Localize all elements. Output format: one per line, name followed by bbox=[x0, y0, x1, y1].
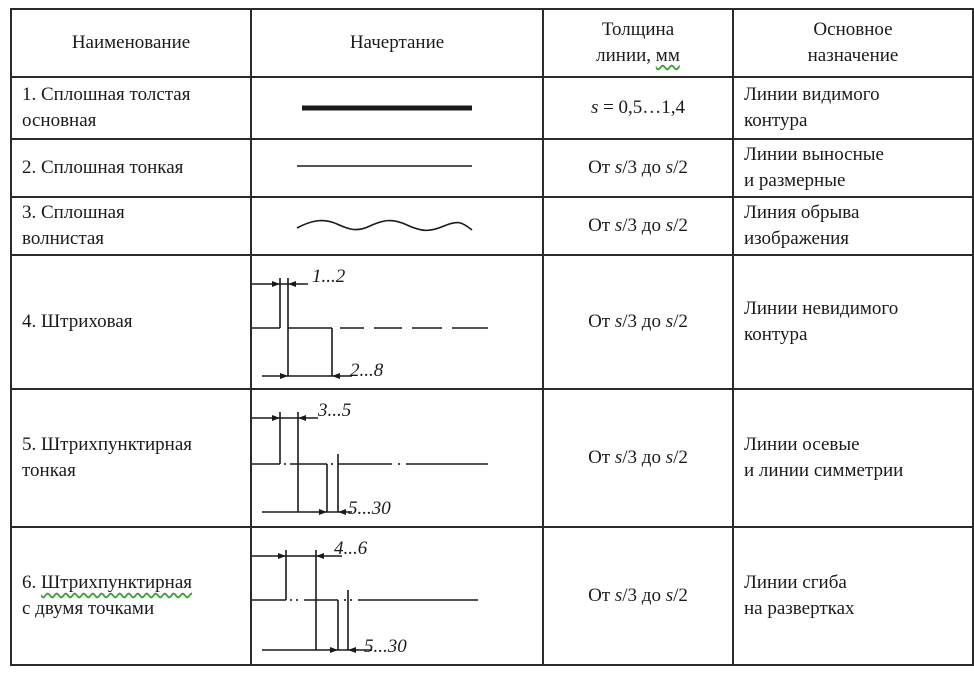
row-thickness bbox=[543, 255, 733, 389]
row-purpose bbox=[733, 389, 973, 527]
thickness-s: s bbox=[665, 215, 674, 236]
table-row bbox=[11, 77, 973, 139]
header-purpose-line2: назначение bbox=[807, 45, 899, 66]
row-name-line1: 5. Штрихпунктирная bbox=[22, 434, 192, 455]
thickness-suffix: /2 bbox=[673, 157, 688, 178]
row-name bbox=[11, 527, 251, 665]
row-name-line1: 4. Штриховая bbox=[22, 311, 133, 332]
wavy-line bbox=[297, 221, 472, 231]
thickness-prefix: От bbox=[588, 157, 615, 178]
row-purpose bbox=[733, 527, 973, 665]
row-name bbox=[11, 389, 251, 527]
row-name-line1: 2. Сплошная тонкая bbox=[22, 157, 184, 178]
thickness-mid: /3 до bbox=[622, 157, 666, 178]
line-types-table bbox=[10, 8, 974, 666]
solid-thin-line-sample bbox=[252, 140, 542, 196]
row-drawing bbox=[251, 527, 543, 665]
row-thickness bbox=[543, 77, 733, 139]
thickness-range: = 0,5…1,4 bbox=[598, 97, 686, 118]
row-purpose-line2: изображения bbox=[744, 228, 850, 249]
dash-two-dot-line-sample bbox=[252, 528, 542, 664]
row-name-line2: с двумя точками bbox=[22, 598, 155, 619]
header-purpose bbox=[733, 9, 973, 77]
header-thickness-line1: Толщина bbox=[601, 19, 675, 40]
table-row bbox=[11, 255, 973, 389]
row-drawing bbox=[251, 197, 543, 255]
dim-label-top: 1...2 bbox=[312, 266, 346, 287]
row-drawing bbox=[251, 389, 543, 527]
row-purpose-line1: Линии осевые bbox=[744, 434, 860, 455]
thickness-s: s bbox=[665, 311, 674, 332]
row-thickness bbox=[543, 139, 733, 197]
row-drawing bbox=[251, 255, 543, 389]
thickness-s: s bbox=[614, 157, 623, 178]
row-purpose-line2: контура bbox=[744, 110, 808, 131]
row-drawing bbox=[251, 139, 543, 197]
row-name-line2: тонкая bbox=[22, 460, 76, 481]
thickness-prefix: От bbox=[588, 585, 615, 606]
row-purpose-line2: и линии симметрии bbox=[744, 460, 904, 481]
thickness-mid: /3 до bbox=[622, 447, 666, 468]
thickness-mid: /3 до bbox=[622, 311, 666, 332]
thickness-s: s bbox=[614, 311, 623, 332]
dim-label-top: 4...6 bbox=[334, 538, 368, 559]
thickness-suffix: /2 bbox=[673, 585, 688, 606]
header-drawing: Начертание bbox=[251, 9, 543, 77]
thickness-s: s bbox=[590, 97, 599, 118]
table-row bbox=[11, 139, 973, 197]
dim-label-bottom: 2...8 bbox=[350, 360, 384, 381]
table-row bbox=[11, 527, 973, 665]
row-name bbox=[11, 139, 251, 197]
row-thickness bbox=[543, 197, 733, 255]
row-name-line1: 1. Сплошная толстая bbox=[22, 84, 191, 105]
row-name bbox=[11, 77, 251, 139]
row-name-line1: 3. Сплошная bbox=[22, 202, 125, 223]
row-name-prefix: 6. bbox=[22, 572, 41, 593]
thickness-prefix: От bbox=[588, 447, 615, 468]
row-purpose-line1: Линия обрыва bbox=[744, 202, 860, 223]
row-purpose-line2: на развертках bbox=[744, 598, 855, 619]
wavy-line-sample bbox=[252, 198, 542, 254]
header-row bbox=[11, 9, 973, 77]
solid-thick-line-sample bbox=[252, 78, 542, 138]
table-row bbox=[11, 197, 973, 255]
dim-label-bottom: 5...30 bbox=[364, 636, 407, 657]
row-name-line2: основная bbox=[22, 110, 97, 131]
header-thickness bbox=[543, 9, 733, 77]
row-purpose-line1: Линии видимого bbox=[744, 84, 880, 105]
row-name bbox=[11, 197, 251, 255]
row-purpose bbox=[733, 255, 973, 389]
row-purpose bbox=[733, 139, 973, 197]
row-thickness bbox=[543, 527, 733, 665]
row-name bbox=[11, 255, 251, 389]
thickness-s: s bbox=[665, 447, 674, 468]
row-purpose-line1: Линии выносные bbox=[744, 144, 884, 165]
thickness-s: s bbox=[614, 585, 623, 606]
thickness-mid: /3 до bbox=[622, 215, 666, 236]
table-row bbox=[11, 389, 973, 527]
thickness-suffix: /2 bbox=[673, 311, 688, 332]
row-purpose-line2: и размерные bbox=[744, 170, 846, 191]
header-thickness-unit: мм bbox=[655, 45, 680, 66]
row-purpose bbox=[733, 197, 973, 255]
row-name-line2: волнистая bbox=[22, 228, 105, 249]
dim-label-top: 3...5 bbox=[318, 400, 352, 421]
thickness-suffix: /2 bbox=[673, 215, 688, 236]
row-purpose-line1: Линии сгиба bbox=[744, 572, 847, 593]
thickness-s: s bbox=[614, 215, 623, 236]
dashed-line-sample bbox=[252, 256, 542, 388]
dash-dot-line-sample bbox=[252, 390, 542, 526]
thickness-s: s bbox=[614, 447, 623, 468]
row-drawing bbox=[251, 77, 543, 139]
thickness-s: s bbox=[665, 157, 674, 178]
row-purpose-line1: Линии невидимого bbox=[744, 298, 899, 319]
row-purpose-line2: контура bbox=[744, 324, 808, 345]
thickness-s: s bbox=[665, 585, 674, 606]
dim-label-bottom: 5...30 bbox=[348, 498, 391, 519]
row-purpose bbox=[733, 77, 973, 139]
header-name: Наименование bbox=[11, 9, 251, 77]
thickness-prefix: От bbox=[588, 215, 615, 236]
row-name-line1: Штрихпунктирная bbox=[41, 572, 192, 593]
header-purpose-line1: Основное bbox=[813, 19, 893, 40]
header-thickness-line2: линии, bbox=[596, 45, 656, 66]
thickness-mid: /3 до bbox=[622, 585, 666, 606]
thickness-suffix: /2 bbox=[673, 447, 688, 468]
thickness-prefix: От bbox=[588, 311, 615, 332]
row-thickness bbox=[543, 389, 733, 527]
